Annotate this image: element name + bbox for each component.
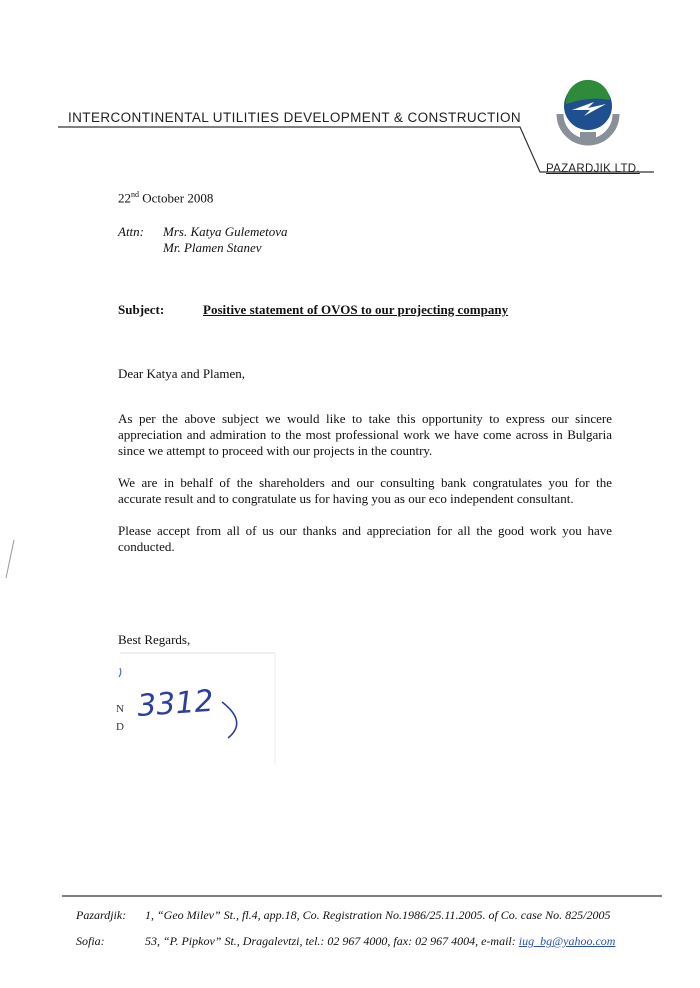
handwritten-number: 3312 [136, 683, 215, 724]
subsidiary-name: PAZARDJIK LTD. [546, 163, 640, 175]
svg-text:D: D [116, 721, 124, 733]
attn-name-2: Mr. Plamen Stanev [163, 240, 262, 255]
body-paragraph-3: Please accept from all of us our thanks and appreciation for all the good work you have conducted. [118, 523, 612, 554]
salutation: Dear Katya and Plamen, [118, 366, 246, 381]
footer-email-link[interactable]: iug_bg@yahoo.com [518, 934, 616, 948]
closing: Best Regards, [118, 632, 191, 647]
globe-lightning-logo-icon [550, 74, 626, 150]
handwritten-note [110, 650, 290, 770]
letter-date: 22nd October 2008 [118, 190, 214, 206]
svg-text:N: N [116, 703, 124, 715]
footer-address-sofia-text: 53, “P. Pipkov” St., Dragalevtzi, tel.: 02 967 4000, fax: 02 967 4004, e-mail: [145, 934, 519, 948]
footer-address-sofia [145, 934, 615, 949]
footer-address-pazardjik: 1, “Geo Milev” St., fl.4, app.18, Co. Registration No.1986/25.11.2005. of Co. case No. 825/2005 [145, 908, 611, 922]
scan-mark [0, 530, 20, 590]
body-paragraph-2: We are in behalf of the shareholders and our consulting bank congratulates you for the accurate result and to congratulate us for having you as our eco independent consultant. [118, 475, 612, 506]
company-name: INTERCONTINENTAL UTILITIES DEVELOPMENT & CONSTRUCTION [68, 110, 521, 125]
attn-name-1: Mrs. Katya Gulemetova [163, 224, 288, 239]
subject-label: Subject: [118, 302, 165, 317]
footer-label-pazardjik: Pazardjik: [76, 908, 127, 922]
footer-rule [0, 893, 700, 899]
footer-label-sofia: Sofia: [76, 934, 105, 948]
attn-label: Attn: [118, 224, 144, 239]
body-paragraph-1: As per the above subject we would like to take this opportunity to express our sincere appreciation and admiration to the most professional work we have come across in Bulgaria since we attempt to proceed with our projects in the country. [118, 411, 612, 458]
subject-text: Positive statement of OVOS to our projecting company [203, 302, 509, 317]
